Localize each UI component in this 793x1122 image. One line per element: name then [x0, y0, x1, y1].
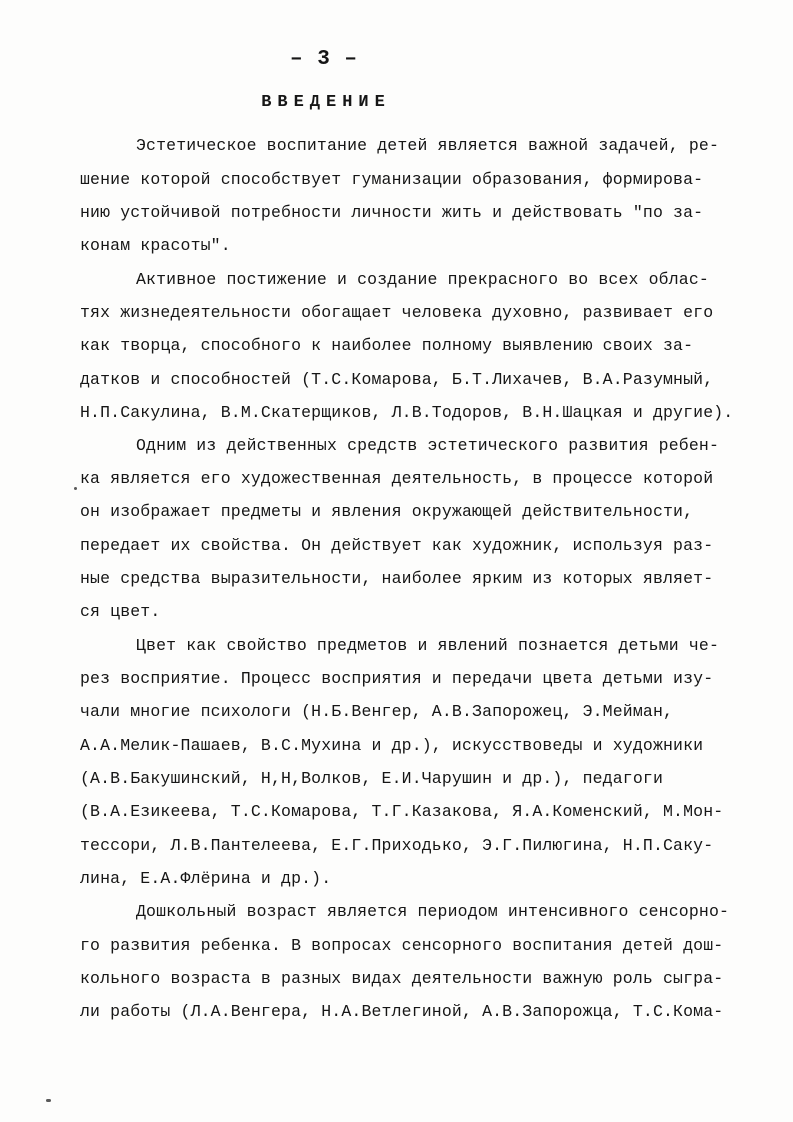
text-line: ся цвет. — [80, 602, 161, 621]
text-line: конам красоты". — [80, 236, 231, 255]
text-line: Одним из действенных средств эстетического развития ребен- — [136, 436, 719, 455]
scan-speck — [46, 1099, 51, 1102]
text-line: Дошкольный возраст является периодом интенсивного сенсорно- — [136, 902, 730, 921]
text-line: нию устойчивой потребности личности жить и действовать "по за- — [80, 203, 704, 222]
text-line: передает их свойства. Он действует как художник, используя раз- — [80, 536, 714, 555]
text-line: ные средства выразительности, наиболее ярким из которых являет- — [80, 569, 714, 588]
text-line: тессори, Л.В.Пантелеева, Е.Г.Приходько, Э.Г.Пилюгина, Н.П.Саку- — [80, 836, 714, 855]
text-line: как творца, способного к наиболее полному выявлению своих за- — [80, 336, 694, 355]
text-line: Цвет как свойство предметов и явлений познается детьми че- — [136, 636, 719, 655]
text-line: (А.В.Бакушинский, Н,Н,Волков, Е.И.Чарушин и др.), педагоги — [80, 769, 663, 788]
text-line: он изображает предметы и явления окружающей действительности, — [80, 502, 694, 521]
text-line: датков и способностей (Т.С.Комарова, Б.Т.Лихачев, В.А.Разумный, — [80, 370, 714, 389]
page-number: – 3 – — [289, 48, 358, 71]
text-line: тях жизнедеятельности обогащает человека духовно, развивает его — [80, 303, 714, 322]
text-line: Н.П.Сакулина, В.М.Скатерщиков, Л.В.Тодоров, В.Н.Шацкая и другие). — [80, 403, 734, 422]
text-line: лина, Е.А.Флёрина и др.). — [80, 869, 332, 888]
text-line: Эстетическое воспитание детей является важной задачей, ре- — [136, 136, 719, 155]
text-line: рез восприятие. Процесс восприятия и передачи цвета детьми изу- — [80, 669, 714, 688]
text-line: ли работы (Л.А.Венгера, Н.А.Ветлегиной, А.В.Запорожца, Т.С.Кома- — [80, 1002, 724, 1021]
section-heading: ВВЕДЕНИЕ — [261, 93, 391, 112]
scan-speck — [74, 487, 77, 490]
text-line: кольного возраста в разных видах деятельности важную роль сыгра- — [80, 969, 724, 988]
text-line: Активное постижение и создание прекрасного во всех облас- — [136, 270, 709, 289]
text-line: ка является его художественная деятельность, в процессе которой — [80, 469, 714, 488]
text-line: го развития ребенка. В вопросах сенсорного воспитания детей дош- — [80, 936, 724, 955]
text-line: чали многие психологи (Н.Б.Венгер, А.В.Запорожец, Э.Мейман, — [80, 702, 674, 721]
text-line: шение которой способствует гуманизации образования, формирова- — [80, 170, 704, 189]
text-line: (В.А.Езикеева, Т.С.Комарова, Т.Г.Казакова, Я.А.Коменский, М.Мон- — [80, 802, 724, 821]
text-line: А.А.Мелик-Пашаев, В.С.Мухина и др.), искусствоведы и художники — [80, 736, 704, 755]
